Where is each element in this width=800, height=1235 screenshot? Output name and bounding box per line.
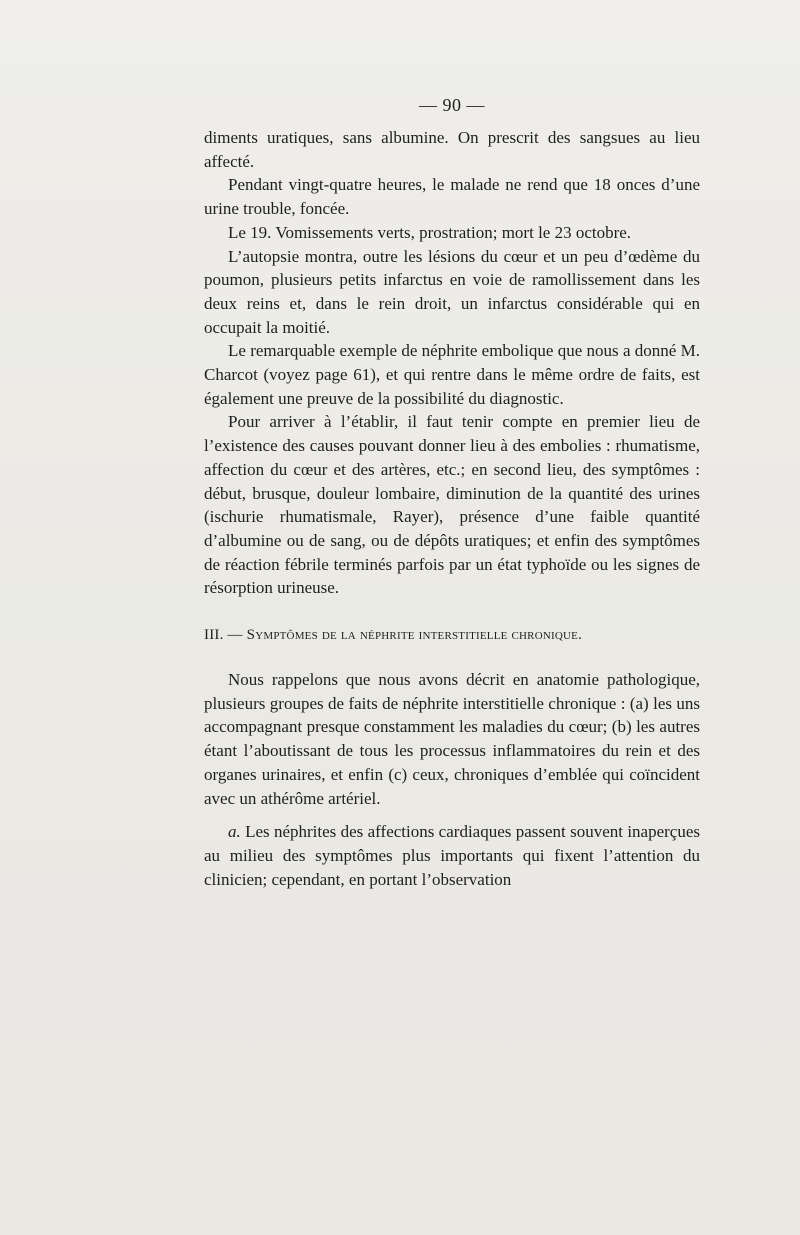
- paragraph-diagnosis: Pour arriver à l’établir, il faut tenir compte en premier lieu de l’existence des causes pouvant donner lieu à des embolies : rhumatisme, affection du cœur et des artères, etc.; en second lieu, des symptômes : début, brusque, douleur lombaire, diminution de la quantité des urines (ischurie rhumatismale, Rayer), présence d’une faible quantité d’albumine ou de sang, ou de dépôts uratiques; et enfin des symptômes de réaction fébrile terminés parfois par un état typhoïde ou les signes de résorption urineuse.: [204, 412, 700, 598]
- paragraph-intro: Nous rappelons que nous avons décrit en anatomie pathologique, plusieurs groupes de faits de néphrite interstitielle chronique : (a) les uns accompagnant presque constamment les maladies du cœur; (b) les autres étant l’aboutissant de tous les processus inflammatoires du rein et des organes urinaires, et enfin (c) ceux, chroniques d’emblée qui coïncident avec un athérôme artériel.: [204, 670, 700, 808]
- paragraph-day-19: Le 19. Vomissements verts, prostration; mort le 23 octobre.: [228, 222, 632, 242]
- paragraph-item-a: [204, 820, 700, 891]
- section-heading: [204, 624, 700, 646]
- page-number: — 90 —: [419, 95, 485, 115]
- paragraph-charcot: Le remarquable exemple de néphrite embolique que nous a donné M. Charcot (voyez page 61), et qui rentre dans le même ordre de faits, est également une preuve de la possibilité du diagnostic.: [204, 341, 700, 408]
- paragraph-autopsy: L’autopsie montra, outre les lésions du cœur et un peu d’œdème du poumon, plusieurs petits infarctus en voie de ramollissement dans les deux reins et, dans le rein droit, un infarctus considérable qui en occupait la moitié.: [204, 246, 700, 337]
- section-number: III.: [204, 627, 224, 644]
- section-dash: —: [227, 627, 243, 644]
- text-column: [204, 88, 700, 891]
- item-a-marker: a.: [228, 822, 241, 842]
- paragraph-gap: [204, 810, 700, 820]
- item-a-text: Les néphrites des affections cardiaques passent souvent inaperçues au milieu des symptômes plus importants qui fixent l’attention du clinicien; cependant, en portant l’observation: [204, 822, 700, 889]
- section-title: Symptômes de la néphrite interstitielle chronique.: [246, 627, 583, 644]
- paragraph-urine: Pendant vingt-quatre heures, le malade ne rend que 18 onces d’une urine trouble, foncée.: [204, 175, 700, 219]
- paragraph-continuation: diments uratiques, sans albumine. On prescrit des sangsues au lieu affecté.: [204, 128, 700, 171]
